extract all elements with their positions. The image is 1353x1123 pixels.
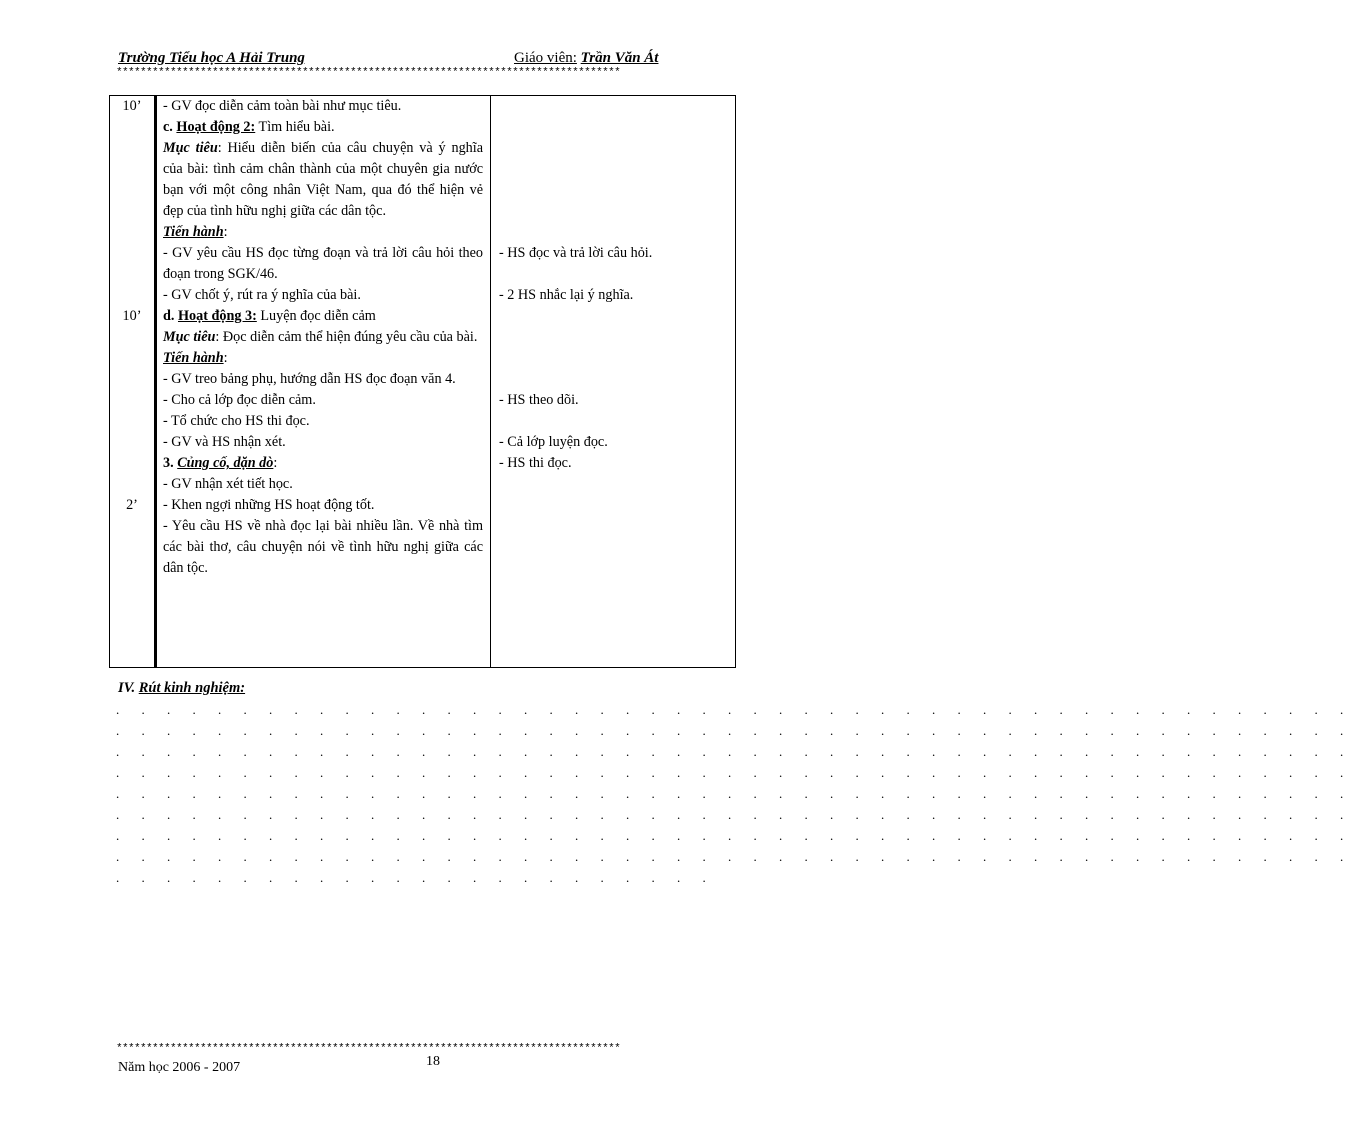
student-activity: - HS theo dõi. — [499, 392, 579, 408]
activity-line: - GV chốt ý, rút ra ý nghĩa của bài. — [163, 287, 361, 303]
teacher-name: Trần Văn Át — [580, 50, 659, 66]
dotted-line: . . . . . . . . . . . . . . . . . . . . . . . . . . . . . . . . . . . . . . . . . . . . . . . . . — [116, 765, 1353, 780]
teacher-activities-column — [156, 96, 491, 668]
dotted-line: . . . . . . . . . . . . . . . . . . . . . . . . . . . . . . . . . . . . . . . . . . . . . . . . . — [116, 828, 1353, 843]
time-slot: 10’ — [122, 308, 142, 324]
page-number: 18 — [426, 1054, 440, 1069]
activity-line: - Khen ngợi những HS hoạt động tốt. — [163, 497, 375, 513]
header-separator: ************************************************************************************ — [116, 67, 621, 79]
activity-line: - GV đọc diễn cảm toàn bài như mục tiêu. — [163, 98, 402, 114]
school-name: Trường Tiểu học A Hải Trung — [118, 50, 305, 66]
teacher-heading — [514, 50, 658, 67]
dotted-line: . . . . . . . . . . . . . . . . . . . . . . . . . . . . . . . . . . . . . . . . . . . . . . . . . — [116, 702, 1353, 717]
activity-line: - GV treo bảng phụ, hướng dẫn HS đọc đoạn văn 4. — [163, 371, 456, 387]
procedure-label: Tiến hành: — [163, 224, 228, 240]
activity-line: - Yêu cầu HS về nhà đọc lại bài nhiều lần. Về nhà tìm các bài thơ, câu chuyện nói về tình hữu nghị giữa các dân tộc. — [163, 518, 483, 576]
teacher-label: Giáo viên: — [514, 50, 577, 66]
dotted-line: . . . . . . . . . . . . . . . . . . . . . . . . . . . . . . . . . . . . . . . . . . . . . . . . . — [116, 744, 1353, 759]
dotted-line: . . . . . . . . . . . . . . . . . . . . . . . . . . . . . . . . . . . . . . . . . . . . . . . . . — [116, 849, 1353, 864]
student-activity: - HS thi đọc. — [499, 455, 572, 471]
dotted-line: . . . . . . . . . . . . . . . . . . . . . . . . — [116, 870, 716, 885]
time-slot: 10’ — [122, 98, 142, 114]
student-activity: - 2 HS nhắc lại ý nghĩa. — [499, 287, 634, 303]
activity-line: - GV nhận xét tiết học. — [163, 476, 293, 492]
activity-line: - GV và HS nhận xét. — [163, 434, 286, 450]
activity-heading: d. Hoạt động 3: Luyện đọc diễn cảm — [163, 308, 376, 324]
time-column — [110, 96, 156, 668]
footer-separator: ************************************************************************************ — [116, 1043, 621, 1055]
student-activity: - Cả lớp luyện đọc. — [499, 434, 608, 450]
dotted-line: . . . . . . . . . . . . . . . . . . . . . . . . . . . . . . . . . . . . . . . . . . . . . . . . . — [116, 807, 1353, 822]
objective-text: Mục tiêu: Hiểu diễn biến của câu chuyện và ý nghĩa của bài: tình cảm chân thành của một chuyên gia nước bạn với một công nhân Việt Nam, qua đó thể hiện vẻ đẹp của tình hữu nghị giữa các dân tộc. — [163, 140, 483, 219]
student-activity: - HS đọc và trả lời câu hỏi. — [499, 245, 653, 261]
table-row — [110, 96, 736, 668]
activity-line: - GV yêu cầu HS đọc từng đoạn và trả lời câu hỏi theo đoạn trong SGK/46. — [163, 245, 483, 282]
objective-text: Mục tiêu: Đọc diễn cảm thể hiện đúng yêu cầu của bài. — [163, 329, 478, 345]
school-year: Năm học 2006 - 2007 — [118, 1060, 241, 1075]
time-slot: 2’ — [126, 497, 138, 513]
lesson-table — [109, 95, 736, 668]
activity-heading: c. Hoạt động 2: Tìm hiểu bài. — [163, 119, 335, 135]
experience-heading: IV. Rút kinh nghiệm: — [118, 680, 246, 696]
dotted-line: . . . . . . . . . . . . . . . . . . . . . . . . . . . . . . . . . . . . . . . . . . . . . . . . . — [116, 723, 1353, 738]
dotted-line: . . . . . . . . . . . . . . . . . . . . . . . . . . . . . . . . . . . . . . . . . . . . . . . . . — [116, 786, 1353, 801]
activity-line: - Tổ chức cho HS thi đọc. — [163, 413, 310, 429]
activity-heading: 3. Củng cố, dặn dò: — [163, 455, 278, 471]
activity-line: - Cho cả lớp đọc diễn cảm. — [163, 392, 316, 408]
student-activities-column — [491, 96, 736, 668]
procedure-label: Tiến hành: — [163, 350, 228, 366]
